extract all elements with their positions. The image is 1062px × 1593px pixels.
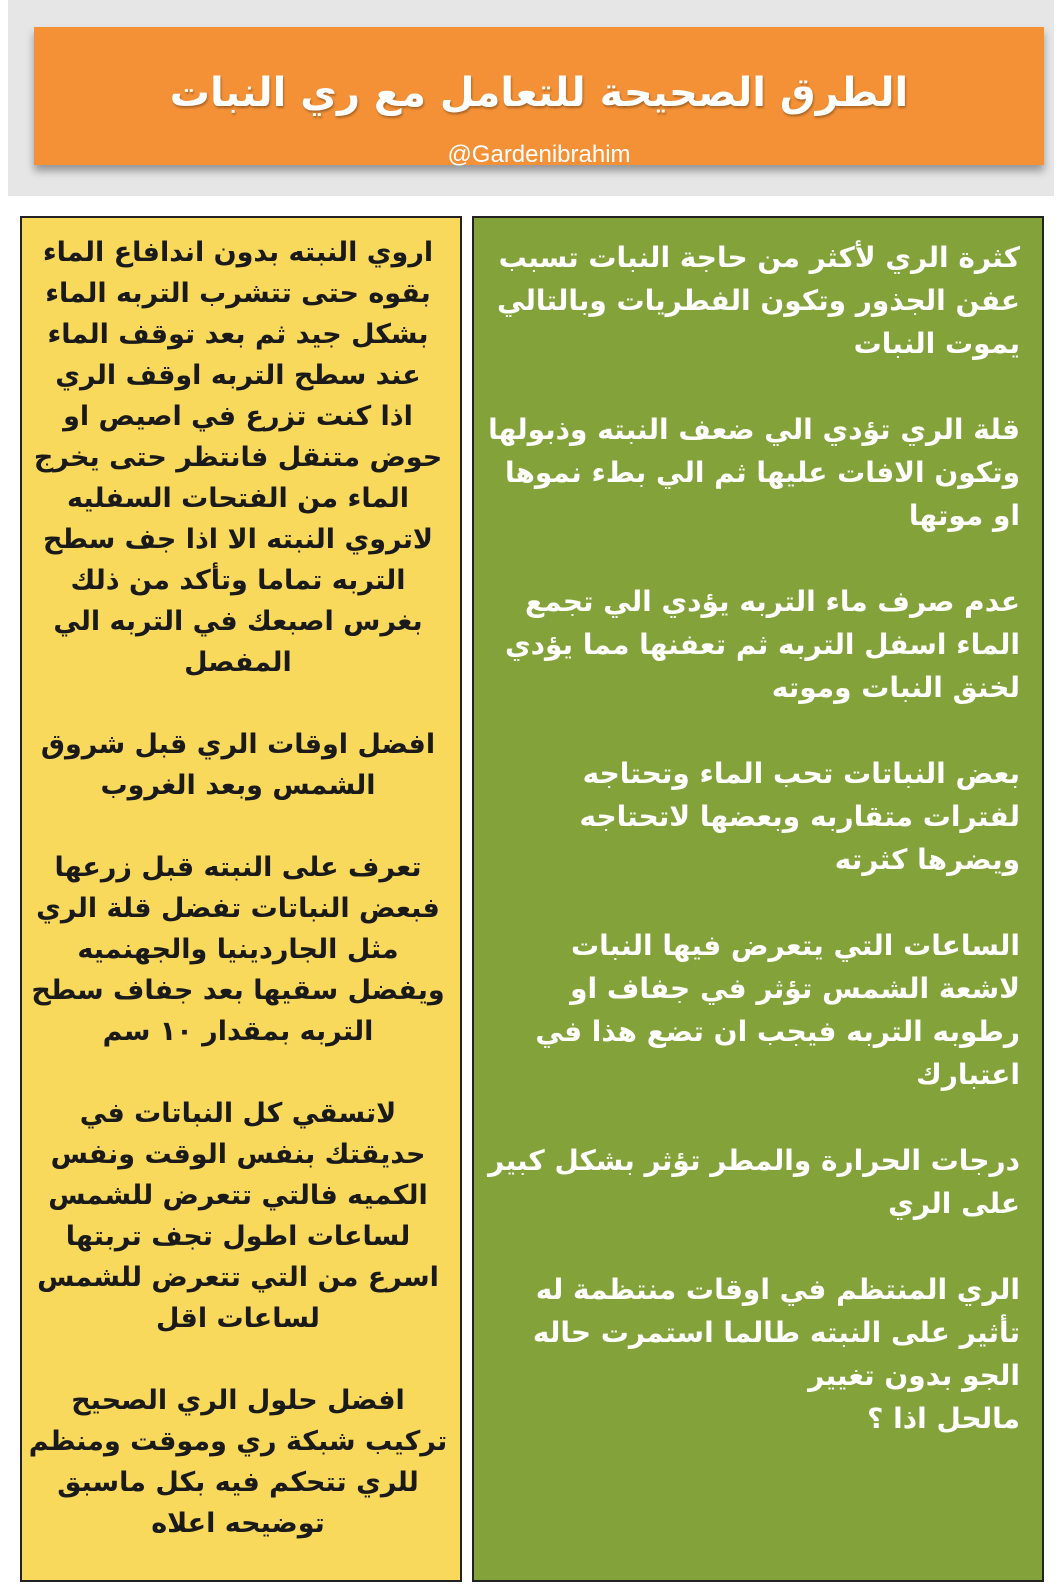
solution-pot-drainage: اذا كنت تزرع في اصيص او حوض متنقل فانتظر حتى يخرج الماء من الفتحات السفليه: [33, 401, 443, 514]
header-background: [8, 0, 1054, 196]
problems-column: [472, 216, 1044, 1582]
problem-drainage: عدم صرف ماء التربه يؤدي الي تجمع الماء اسفل التربه ثم تعفنها مما يؤدي لخنق النبات وموته: [504, 585, 1020, 704]
problem-underwatering: قلة الري تؤدي الي ضعف النبته وذبولها وتكون الافات عليها ثم الي بطء نموها او موتها: [488, 413, 1020, 532]
solution-know-plant: تعرف على النبته قبل زرعها فبعض النباتات تفضل قلة الري مثل الجاردينيا والجهنميه ويفضل سقيها بعد جفاف سطح التربه بمقدار ١٠ سم: [31, 852, 445, 1047]
problem-temperature-rain: درجات الحرارة والمطر تؤثر بشكل كبير على الري: [488, 1144, 1020, 1220]
solutions-column: [20, 216, 462, 1582]
problem-question: مالحل اذا ؟: [867, 1402, 1020, 1435]
problem-regular-watering: الري المنتظم في اوقات منتظمة له تأثير على النبته طالما استمرت حاله الجو بدون تغيير: [532, 1273, 1020, 1392]
header-banner: [34, 27, 1044, 168]
problem-sun-hours: الساعات التي يتعرض فيها النبات لاشعة الشمس تؤثر في جفاف او رطوبه التربه فيجب ان تضع هذا في اعتبارك: [535, 929, 1020, 1091]
solution-dry-surface: لاتروي النبته الا اذا جف سطح التربه تماما وتأكد من ذلك بغرس اصبعك في التربه الي المفصل: [42, 524, 434, 678]
solution-irrigation-system: افضل حلول الري الصحيح تركيب شبكة ري وموقت ومنظم للري تتحكم فيه بكل ماسبق توضيحه اعلاه: [28, 1385, 448, 1539]
solution-gentle-watering: اروي النبته بدون اندافاع الماء بقوه حتى تتشرب التربه الماء بشكل جيد ثم بعد توقف الماء عند سطح التربه اوقف الري: [42, 237, 434, 391]
problem-overwatering: كثرة الري لأكثر من حاجة النبات تسبب عفن الجذور وتكون الفطريات وبالتالي يموت النبات: [497, 241, 1020, 360]
problem-water-needs: بعض النباتات تحب الماء وتحتاجه لفترات متقاربه وبعضها لاتحتاجه ويضرها كثرته: [579, 757, 1020, 876]
page-title: الطرق الصحيحة للتعامل مع ري النبات: [169, 70, 909, 116]
author-handle: @Gardenibrahim: [447, 141, 631, 168]
solution-best-times: افضل اوقات الري قبل شروق الشمس وبعد الغروب: [40, 729, 436, 801]
solution-varied-watering: لاتسقي كل النباتات في حديقتك بنفس الوقت ونفس الكميه فالتي تتعرض للشمس لساعات اطول تجف تربتها اسرع من التي تتعرض للشمس لساعات اقل: [37, 1098, 439, 1334]
